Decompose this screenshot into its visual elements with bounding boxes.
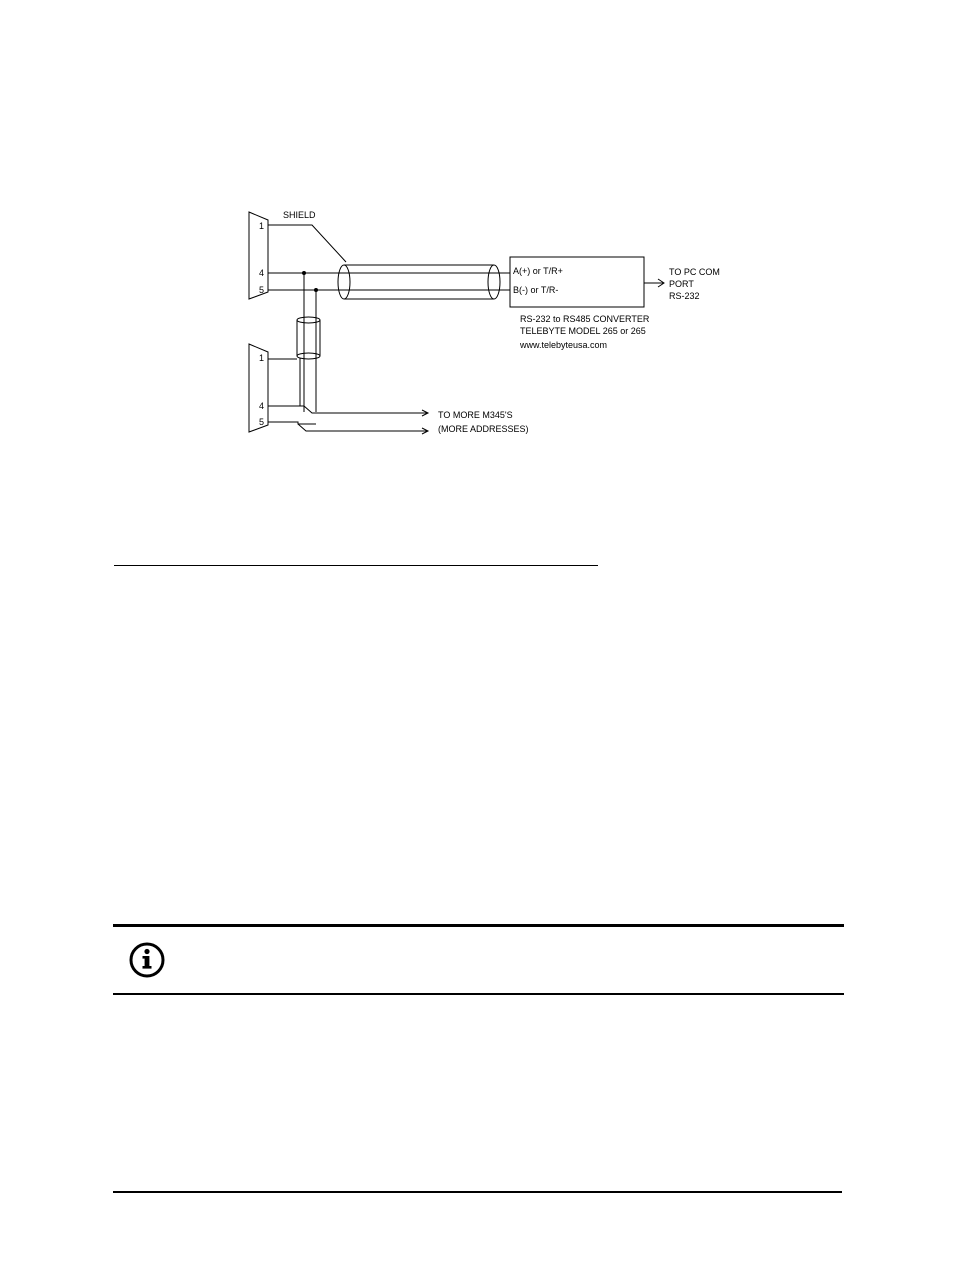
top-pin-1-label: 1 — [259, 221, 265, 231]
footer-rule — [113, 1191, 842, 1193]
shield-label: SHIELD — [283, 210, 316, 220]
more-units-wire-b — [298, 424, 428, 431]
bottom-pin-5-label: 5 — [259, 417, 265, 427]
bottom-pin-5-wire — [268, 422, 316, 424]
bottom-pin-1-label: 1 — [259, 353, 265, 363]
top-pin-4-label: 4 — [259, 268, 265, 278]
shield-wire — [268, 225, 346, 262]
more-units-line-2: (MORE ADDRESSES) — [438, 424, 529, 434]
top-pin-5-label: 5 — [259, 285, 265, 295]
more-units-wire-a — [304, 406, 428, 413]
figure-underline — [114, 565, 598, 566]
rs485-wiring-diagram — [0, 0, 954, 470]
note-bottom-border — [113, 993, 844, 995]
converter-box — [510, 257, 644, 307]
converter-caption-3: www.telebyteusa.com — [520, 340, 608, 350]
pc-port-line-2: PORT — [669, 279, 694, 289]
info-icon — [127, 940, 167, 980]
cable-right-end — [488, 265, 500, 299]
converter-line-b: B(-) or T/R- — [513, 285, 559, 295]
bottom-pin-4-label: 4 — [259, 401, 265, 411]
pc-port-line-3: RS-232 — [669, 291, 700, 301]
note-top-border — [113, 924, 844, 927]
drop-cable-top-end — [297, 317, 320, 323]
converter-caption-2: TELEBYTE MODEL 265 or 265 — [520, 326, 646, 336]
converter-caption-1: RS-232 to RS485 CONVERTER — [520, 314, 650, 324]
more-units-line-1: TO MORE M345'S — [438, 410, 513, 420]
cable-left-end — [338, 265, 350, 299]
converter-line-a: A(+) or T/R+ — [513, 266, 563, 276]
pc-port-line-1: TO PC COM — [669, 267, 720, 277]
